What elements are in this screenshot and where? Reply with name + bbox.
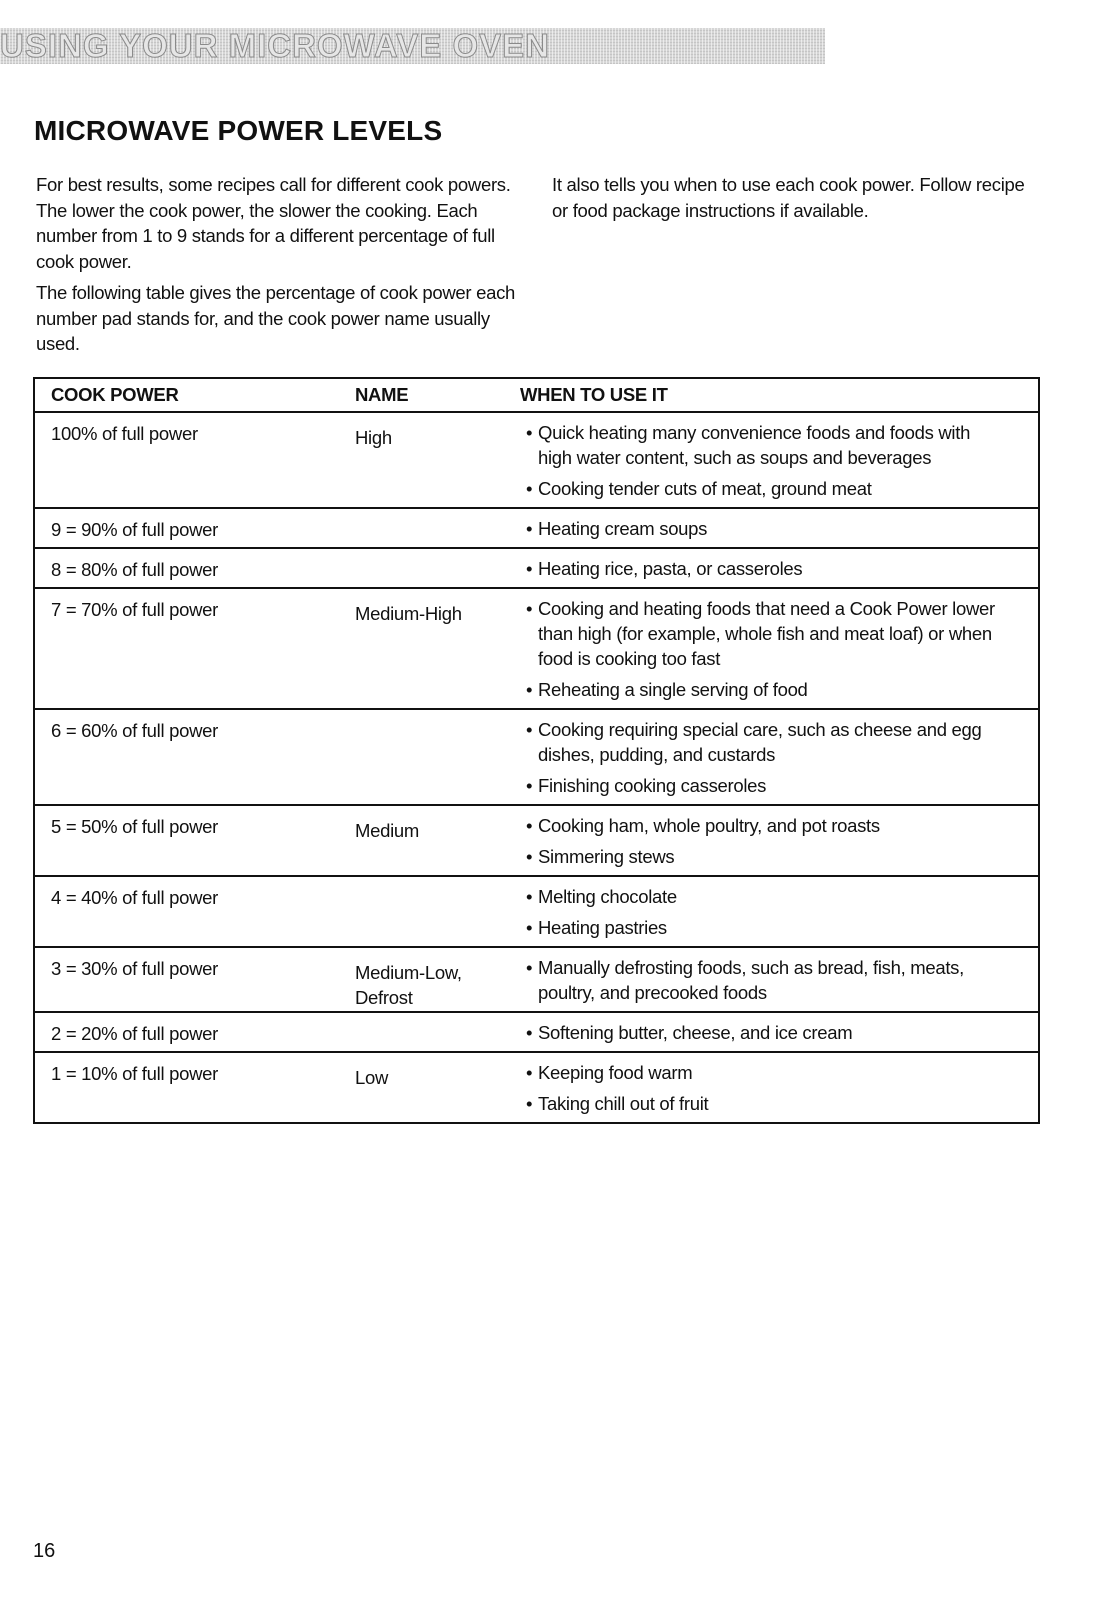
cook-power-cell: 2 = 20% of full power <box>34 1012 347 1052</box>
table-row <box>34 1052 1039 1123</box>
page-number: 16 <box>33 1540 56 1562</box>
usage-bullet: • Softening butter, cheese, and ice cream <box>520 1020 1008 1045</box>
cook-power-cell: 7 = 70% of full power <box>34 588 347 709</box>
power-name-cell: Medium-High <box>347 588 520 709</box>
intro-paragraph: The following table gives the percentage of cook power each number pad stands for, and the cook power name usually used. <box>36 282 516 354</box>
usage-bullet: • Reheating a single serving of food <box>520 677 1008 702</box>
cook-power-cell: 3 = 30% of full power <box>34 947 347 1012</box>
when-to-use-cell <box>520 412 1039 508</box>
power-name-cell <box>347 709 520 805</box>
cook-power-cell: 1 = 10% of full power <box>51 1063 218 1084</box>
cook-power-cell: 100% of full power <box>34 412 347 508</box>
when-to-use-cell <box>520 947 1039 1012</box>
when-to-use-cell <box>520 1052 1039 1123</box>
intro-left-column <box>36 172 531 363</box>
cook-power-cell: 8 = 80% of full power <box>34 548 347 588</box>
when-to-use-cell <box>520 588 1039 709</box>
usage-bullet: • Cooking and heating foods that need a Cook Power lower than high (for example, whole fish and meat loaf) or when food is cooking too fast <box>520 596 1008 671</box>
header-when-to-use: WHEN TO USE IT <box>520 378 1039 412</box>
when-to-use-cell <box>520 876 1039 947</box>
table-row <box>34 548 1039 588</box>
usage-bullet: • Heating cream soups <box>520 516 1008 541</box>
header-name: NAME <box>347 378 520 412</box>
power-name-cell <box>347 548 520 588</box>
usage-bullet: • Manually defrosting foods, such as bread, fish, meats, poultry, and precooked foods <box>520 955 1008 1005</box>
usage-bullet: • Cooking tender cuts of meat, ground meat <box>520 476 1008 501</box>
usage-bullet: • Keeping food warm <box>520 1060 1008 1085</box>
table-row <box>34 588 1039 709</box>
when-to-use-cell <box>520 548 1039 588</box>
table-header-row <box>34 378 1039 412</box>
header-cook-power: COOK POWER <box>34 378 347 412</box>
power-name-cell <box>347 876 520 947</box>
usage-bullet: • Simmering stews <box>520 844 1008 869</box>
when-to-use-cell <box>520 709 1039 805</box>
power-name-cell: High <box>347 412 520 508</box>
table-row <box>34 947 1039 1012</box>
usage-bullet: • Heating rice, pasta, or casseroles <box>520 556 1008 581</box>
banner-title: USING YOUR MICROWAVE OVEN <box>0 28 551 64</box>
power-name-cell <box>347 1012 520 1052</box>
section-banner <box>0 28 825 64</box>
intro-right-column <box>552 172 1032 223</box>
cook-power-cell: 5 = 50% of full power <box>34 805 347 876</box>
when-to-use-cell <box>520 805 1039 876</box>
usage-bullet: • Taking chill out of fruit <box>520 1091 1008 1116</box>
usage-bullet: • Melting chocolate <box>520 884 1008 909</box>
cook-power-cell: 6 = 60% of full power <box>34 709 347 805</box>
table-row <box>34 876 1039 947</box>
usage-bullet: • Cooking ham, whole poultry, and pot roasts <box>520 813 1008 838</box>
usage-bullet: • Cooking requiring special care, such as cheese and egg dishes, pudding, and custards <box>520 717 1008 767</box>
power-levels-table <box>33 377 1040 1124</box>
intro-paragraph: For best results, some recipes call for different cook powers. The lower the cook power, the slower the cooking. Each number from 1 to 9 stands for a different percentage of full cook power. <box>36 174 511 272</box>
usage-bullet: • Quick heating many convenience foods and foods with high water content, such as soups and beverages <box>520 420 1008 470</box>
power-name-cell <box>347 508 520 548</box>
table-row <box>34 1012 1039 1052</box>
table-row <box>34 508 1039 548</box>
when-to-use-cell <box>520 508 1039 548</box>
usage-bullet: • Heating pastries <box>520 915 1008 940</box>
intro-paragraph: It also tells you when to use each cook power. Follow recipe or food package instructions if available. <box>552 174 1025 221</box>
page-title: MICROWAVE POWER LEVELS <box>34 115 443 146</box>
power-name-cell: Low <box>355 1067 389 1088</box>
usage-bullet: • Finishing cooking casseroles <box>520 773 1008 798</box>
cook-power-cell: 4 = 40% of full power <box>34 876 347 947</box>
table-row <box>34 805 1039 876</box>
power-name-cell: Medium <box>347 805 520 876</box>
cook-power-cell: 9 = 90% of full power <box>34 508 347 548</box>
when-to-use-cell <box>520 1012 1039 1052</box>
power-name-cell: Medium-Low, Defrost <box>347 947 520 1012</box>
table-row <box>34 412 1039 508</box>
table-row <box>34 709 1039 805</box>
